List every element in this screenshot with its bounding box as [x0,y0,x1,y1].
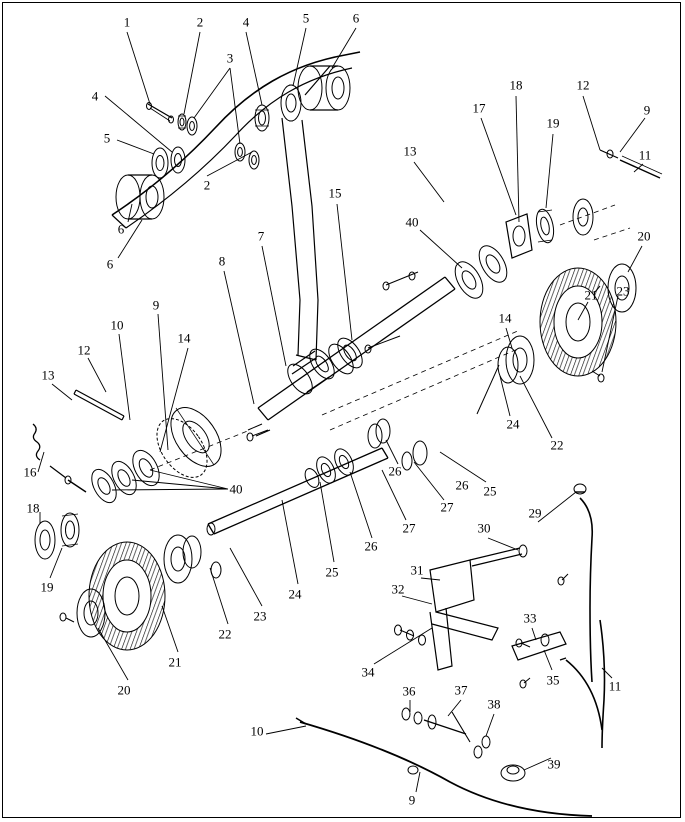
callout-34: 25 [483,483,497,499]
callout-53: 32 [391,581,405,597]
callout-49: 20 [117,682,131,698]
callout-54: 33 [523,610,537,626]
callout-19: 15 [328,185,342,201]
callout-50: 29 [528,505,542,521]
callout-15: 19 [546,115,560,131]
callout-31: 21 [584,287,598,303]
callout-23: 8 [218,253,226,269]
callout-10: 6 [117,221,125,237]
callout-25: 9 [152,297,160,313]
callout-24: 14 [498,310,512,326]
callout-60: 38 [487,696,501,712]
callout-11: 6 [106,256,114,272]
callout-28: 14 [177,330,191,346]
callout-47: 22 [218,626,232,642]
callout-32: 22 [550,437,564,453]
callout-13: 12 [576,77,590,93]
callout-33: 24 [506,416,520,432]
callout-62: 10 [250,723,264,739]
callout-38: 27 [402,520,416,536]
callout-56: 35 [546,672,560,688]
callout-43: 19 [40,579,54,595]
callout-5: 6 [352,10,360,26]
callout-59: 37 [454,682,468,698]
callout-36: 26 [388,463,402,479]
callout-7: 4 [91,88,99,104]
callout-6: 3 [226,50,234,66]
callout-58: 36 [402,683,416,699]
callout-3: 4 [242,14,250,30]
callout-55: 34 [361,664,375,680]
callout-61: 39 [547,756,561,772]
callout-63: 9 [408,792,416,808]
callout-46: 23 [253,608,267,624]
callout-37: 27 [440,499,454,515]
callout-20: 40 [405,214,419,230]
callout-39: 26 [364,538,378,554]
callout-8: 5 [103,130,111,146]
callout-40: 16 [23,464,37,480]
callout-29: 13 [41,367,55,383]
callout-35: 26 [455,477,469,493]
callout-30: 23 [616,283,630,299]
callout-4: 5 [302,10,310,26]
callout-44: 25 [325,564,339,580]
callout-18: 13 [403,143,417,159]
callout-14: 17 [472,100,486,116]
callout-57: 11 [608,678,622,694]
callout-51: 30 [477,520,491,536]
callout-45: 24 [288,586,302,602]
callout-1: 1 [123,14,131,30]
callout-21: 20 [637,228,651,244]
callout-12: 18 [509,77,523,93]
callout-41: 40 [229,481,243,497]
callout-26: 10 [110,317,124,333]
callout-2: 2 [196,14,204,30]
callout-42: 18 [26,500,40,516]
callout-16: 9 [643,102,651,118]
callout-22: 7 [257,228,265,244]
callout-52: 31 [410,562,424,578]
callout-17: 11 [638,147,652,163]
callout-27: 12 [77,342,91,358]
callout-48: 21 [168,654,182,670]
callout-9: 2 [203,177,211,193]
